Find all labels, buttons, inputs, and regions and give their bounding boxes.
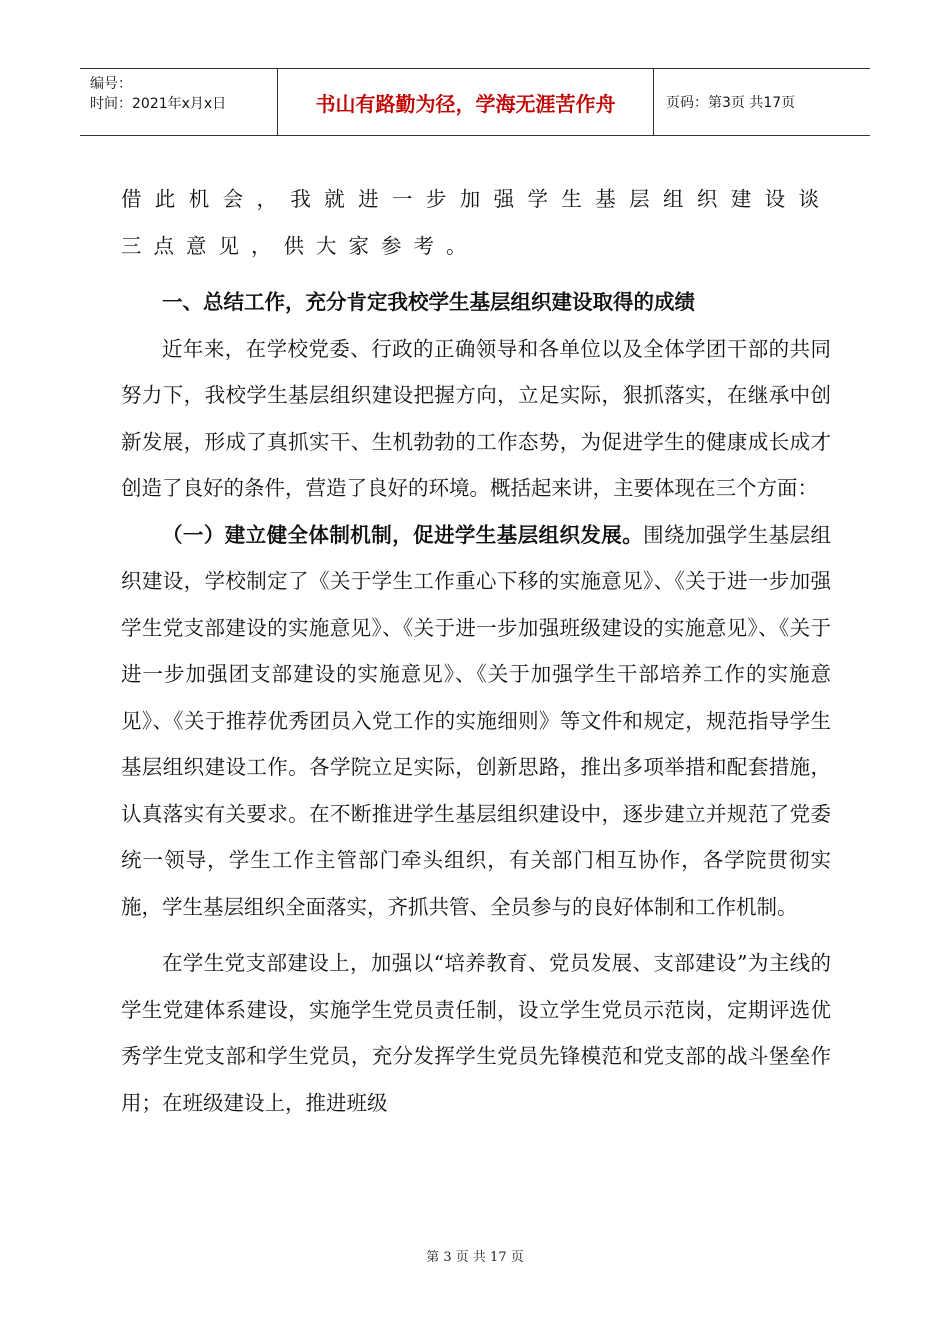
page-footer: 第 3 页 共 17 页 [426, 1250, 524, 1265]
section-heading-1: 一、总结工作，充分肯定我校学生基层组织建设取得的成绩 [162, 290, 695, 314]
subsection-heading-1: （一）建立健全体制机制，促进学生基层组织发展。 [162, 522, 644, 547]
header-meta [80, 69, 278, 135]
header-page-info: 页码：第3页 共17页 [666, 95, 796, 111]
document-body [121, 176, 831, 1126]
header-motto: 书山有路勤为径，学海无涯苦作舟 [278, 69, 654, 135]
document-time-label: 时间：2021年x月x日 [90, 96, 227, 112]
intro-paragraph: 借此机会，我就进一步加强学生基层组织建设谈三点意见，供大家参考。 [121, 187, 831, 258]
page-header [80, 68, 870, 136]
paragraph-system-mechanism [121, 512, 831, 931]
paragraph-summary: 近年来，在学校党委、行政的正确领导和各单位以及全体学团干部的共同努力下，我校学生基层组织建设把握方向，立足实际，狠抓落实，在继承中创新发展，形成了真抓实干、生机勃勃的工作态势，为促进学生的健康成长成才创造了良好的条件，营造了良好的环境。概括起来讲，主要体现在三个方面： [121, 336, 831, 500]
document-number-label: 编号： [90, 76, 132, 92]
paragraph-party-branch: 在学生党支部建设上，加强以“培养教育、党员发展、支部建设”为主线的学生党建体系建设，实施学生党员责任制，设立学生党员示范岗，定期评选优秀学生党支部和学生党员，充分发挥学生党员先锋模范和党支部的战斗堡垒作用；在班级建设上，推进班级 [121, 951, 831, 1115]
paragraph-system-mechanism-text: 围绕加强学生基层组织建设，学校制定了《关于学生工作重心下移的实施意见》、《关于进一步加强学生党支部建设的实施意见》、《关于进一步加强班级建设的实施意见》、《关于进一步加强团支部建设的实施意见》、《关于加强学生干部培养工作的实施意见》、《关于推荐优秀团员入党工作的实施细则》等文件和规定，规范指导学生基层组织建设工作。各学院立足实际，创新思路，推出多项举措和配套措施，认真落实有关要求。在不断推进学生基层组织建设中，逐步建立并规范了党委统一领导，学生工作主管部门牵头组织，有关部门相互协作，各学院贯彻实施，学生基层组织全面落实，齐抓共管、全员参与的良好体制和工作机制。 [121, 522, 832, 919]
